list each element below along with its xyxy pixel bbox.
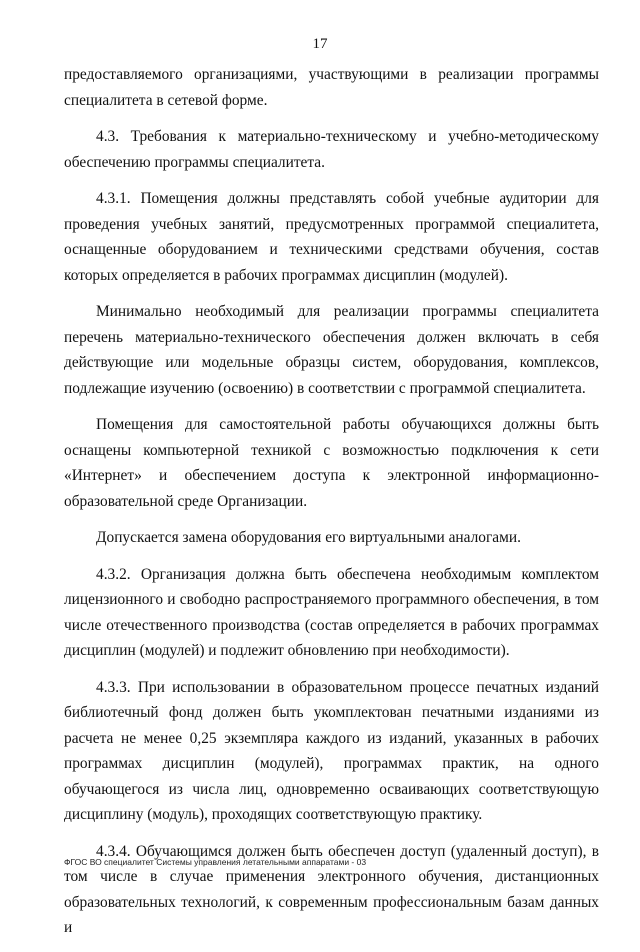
paragraph-section-4-3: 4.3. Требования к материально-техническому и учебно-методическому обеспечению программы специалитета. xyxy=(64,128,599,171)
document-footer: ФГОС ВО специалитет Системы управления летательными аппаратами - 03 xyxy=(64,857,367,867)
page-number: 17 xyxy=(312,36,328,52)
paragraph-section-4-3-1: 4.3.1. Помещения должны представлять собой учебные аудитории для проведения учебных занятий, предусмотренных программой специалитета, оснащенные оборудованием и техническими средствами обучения, состав которых определяется в рабочих программах дисциплин (модулей). xyxy=(64,190,599,284)
paragraph-self-study-rooms: Помещения для самостоятельной работы обучающихся должны быть оснащены компьютерной техникой с возможностью подключения к сети «Интернет» и обеспечением доступа к электронной информационно-образовательной среде Организации. xyxy=(64,416,599,510)
paragraph-section-4-3-4: 4.3.4. Обучающимся должен быть обеспечен доступ (удаленный доступ), в том числе в случае применения электронного обучения, дистанционных образовательных технологий, к современным профессиональным базам данных и xyxy=(64,842,599,936)
paragraph-section-4-3-3: 4.3.3. При использовании в образовательном процессе печатных изданий библиотечный фонд должен быть укомплектован печатными изданиями из расчета не менее 0,25 экземпляра каждого из изданий, указанных в рабочих программах дисциплин (модулей), программах практик, на одного обучающегося из числа лиц, одновременно осваивающих соответствующую дисциплину (модуль), проходящих соответствующую практику. xyxy=(64,678,599,823)
paragraph-minimum-equipment: Минимально необходимый для реализации программы специалитета перечень материально-технического обеспечения должен включать в себя действующие или модельные образцы систем, оборудования, комплексов, подлежащие изучению (освоению) в соответствии с программой специалитета. xyxy=(64,303,599,397)
paragraph-continuation: предоставляемого организациями, участвующими в реализации программы специалитета в сетевой форме. xyxy=(64,66,599,109)
document-body xyxy=(64,62,599,952)
paragraph-section-4-3-2: 4.3.2. Организация должна быть обеспечена необходимым комплектом лицензионного и свободно распространяемого программного обеспечения, в том числе отечественного производства (состав определяется в рабочих программах дисциплин (модулей) и подлежит обновлению при необходимости). xyxy=(64,565,599,659)
paragraph-virtual-analogs: Допускается замена оборудования его виртуальными аналогами. xyxy=(96,529,521,546)
